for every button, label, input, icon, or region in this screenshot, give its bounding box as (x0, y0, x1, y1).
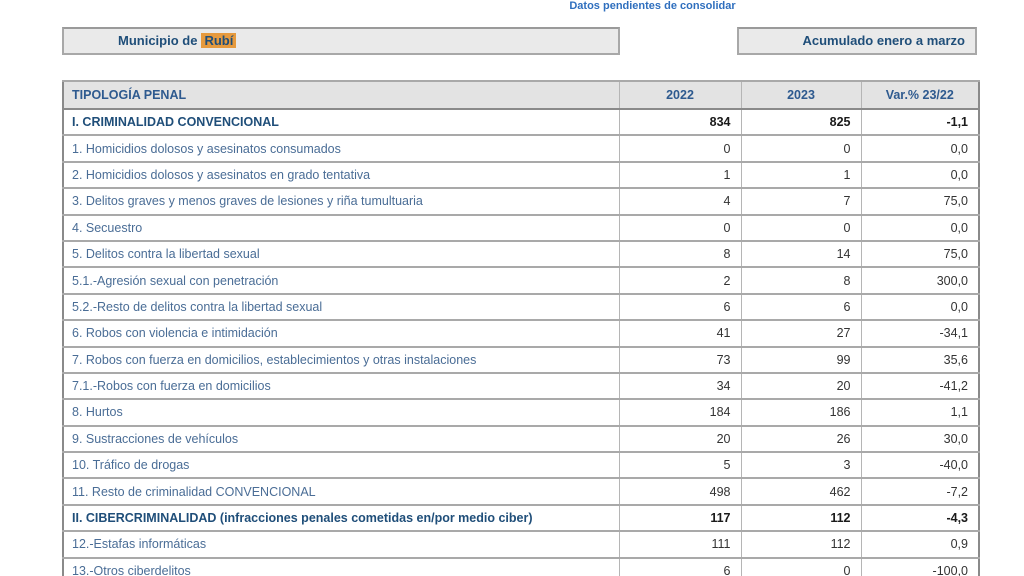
row-label: 13.-Otros ciberdelitos (63, 558, 619, 576)
table-row (63, 558, 979, 576)
row-value-2022: 6 (619, 558, 741, 576)
column-header-variation: Var.% 23/22 (861, 81, 979, 109)
table-row (63, 373, 979, 399)
column-header-2022: 2022 (619, 81, 741, 109)
row-value-2022: 0 (619, 135, 741, 161)
row-value-variation: 0,0 (861, 162, 979, 188)
table-row (63, 426, 979, 452)
table-row (63, 347, 979, 373)
period-filter-box[interactable]: Acumulado enero a marzo (737, 27, 977, 55)
table-row (63, 188, 979, 214)
row-value-variation: -40,0 (861, 452, 979, 478)
row-value-2022: 8 (619, 241, 741, 267)
column-header-tipologia-penal: TIPOLOGÍA PENAL (63, 81, 619, 109)
row-label: II. CIBERCRIMINALIDAD (infracciones penales cometidas en/por medio ciber) (63, 505, 619, 531)
row-value-2023: 112 (741, 531, 861, 557)
row-value-variation: 75,0 (861, 188, 979, 214)
row-value-2022: 34 (619, 373, 741, 399)
row-value-2022: 20 (619, 426, 741, 452)
row-value-2023: 1 (741, 162, 861, 188)
column-header-2023: 2023 (741, 81, 861, 109)
row-value-2022: 2 (619, 267, 741, 293)
row-value-2023: 26 (741, 426, 861, 452)
row-value-2023: 0 (741, 558, 861, 576)
row-label: 11. Resto de criminalidad CONVENCIONAL (63, 478, 619, 504)
row-label: I. CRIMINALIDAD CONVENCIONAL (63, 109, 619, 135)
row-value-2022: 4 (619, 188, 741, 214)
row-label: 5.1.-Agresión sexual con penetración (63, 267, 619, 293)
table-row (63, 399, 979, 425)
row-label: 3. Delitos graves y menos graves de lesiones y riña tumultuaria (63, 188, 619, 214)
row-value-2023: 8 (741, 267, 861, 293)
row-value-2023: 3 (741, 452, 861, 478)
row-value-2022: 111 (619, 531, 741, 557)
table-row (63, 135, 979, 161)
row-value-variation: 30,0 (861, 426, 979, 452)
row-label: 1. Homicidios dolosos y asesinatos consumados (63, 135, 619, 161)
row-value-variation: 1,1 (861, 399, 979, 425)
row-value-variation: -1,1 (861, 109, 979, 135)
row-label: 12.-Estafas informáticas (63, 531, 619, 557)
table-row (63, 241, 979, 267)
row-label: 6. Robos con violencia e intimidación (63, 320, 619, 346)
row-value-2022: 834 (619, 109, 741, 135)
row-value-2023: 825 (741, 109, 861, 135)
row-value-2022: 6 (619, 294, 741, 320)
row-value-2022: 73 (619, 347, 741, 373)
row-label: 9. Sustracciones de vehículos (63, 426, 619, 452)
row-label: 7. Robos con fuerza en domicilios, establecimientos y otras instalaciones (63, 347, 619, 373)
table-row (63, 452, 979, 478)
row-value-variation: 0,0 (861, 215, 979, 241)
row-value-variation: -4,3 (861, 505, 979, 531)
row-value-2023: 20 (741, 373, 861, 399)
row-label: 10. Tráfico de drogas (63, 452, 619, 478)
row-label: 4. Secuestro (63, 215, 619, 241)
crime-statistics-table (62, 80, 980, 576)
municipio-filter-value: Rubí (201, 33, 236, 48)
row-label: 7.1.-Robos con fuerza en domicilios (63, 373, 619, 399)
row-value-2023: 99 (741, 347, 861, 373)
row-label: 5.2.-Resto de delitos contra la libertad sexual (63, 294, 619, 320)
municipio-filter-label: Municipio de (118, 33, 198, 48)
row-label: 5. Delitos contra la libertad sexual (63, 241, 619, 267)
row-value-variation: -34,1 (861, 320, 979, 346)
row-value-variation: 0,0 (861, 294, 979, 320)
row-value-variation: 35,6 (861, 347, 979, 373)
row-value-2023: 0 (741, 135, 861, 161)
row-value-2023: 14 (741, 241, 861, 267)
row-label: 8. Hurtos (63, 399, 619, 425)
table-header-row (63, 81, 979, 109)
municipio-filter-box[interactable] (62, 27, 620, 55)
row-value-2022: 41 (619, 320, 741, 346)
row-label: 2. Homicidios dolosos y asesinatos en grado tentativa (63, 162, 619, 188)
row-value-variation: 0,9 (861, 531, 979, 557)
row-value-2022: 0 (619, 215, 741, 241)
table-row (63, 478, 979, 504)
row-value-2023: 462 (741, 478, 861, 504)
table-row (63, 215, 979, 241)
table-row (63, 109, 979, 135)
row-value-2022: 184 (619, 399, 741, 425)
table-row (63, 162, 979, 188)
row-value-2022: 5 (619, 452, 741, 478)
table-row (63, 320, 979, 346)
row-value-variation: 75,0 (861, 241, 979, 267)
table-row (63, 267, 979, 293)
row-value-variation: 0,0 (861, 135, 979, 161)
status-note: Datos pendientes de consolidar (569, 0, 736, 12)
table-row (63, 505, 979, 531)
row-value-2022: 117 (619, 505, 741, 531)
row-value-2023: 0 (741, 215, 861, 241)
row-value-2022: 498 (619, 478, 741, 504)
row-value-variation: -100,0 (861, 558, 979, 576)
row-value-2022: 1 (619, 162, 741, 188)
table-row (63, 294, 979, 320)
row-value-variation: -41,2 (861, 373, 979, 399)
row-value-2023: 6 (741, 294, 861, 320)
row-value-2023: 112 (741, 505, 861, 531)
row-value-2023: 27 (741, 320, 861, 346)
row-value-2023: 186 (741, 399, 861, 425)
row-value-variation: 300,0 (861, 267, 979, 293)
row-value-variation: -7,2 (861, 478, 979, 504)
table-row (63, 531, 979, 557)
row-value-2023: 7 (741, 188, 861, 214)
